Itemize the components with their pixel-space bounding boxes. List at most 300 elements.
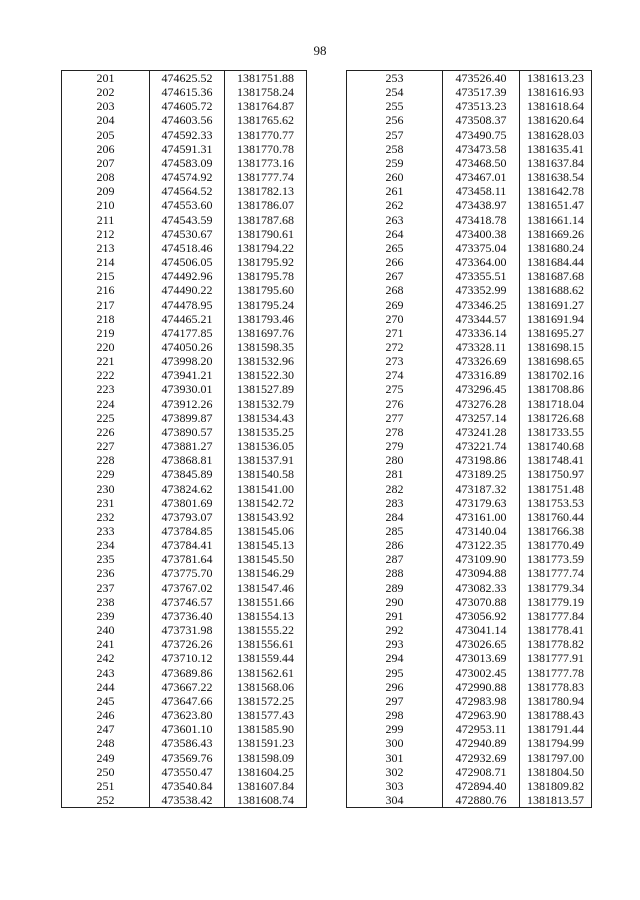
table-row	[62, 651, 307, 665]
x-coordinate-cell: 473526.40	[443, 71, 520, 86]
y-coordinate-cell: 1381562.61	[225, 666, 307, 680]
table-row	[62, 708, 307, 722]
point-number-cell: 299	[347, 722, 443, 736]
point-number-cell: 228	[62, 453, 150, 467]
x-coordinate-cell: 473056.92	[443, 609, 520, 623]
table-row	[347, 779, 592, 793]
x-coordinate-cell: 473179.63	[443, 496, 520, 510]
x-coordinate-cell: 474465.21	[150, 312, 225, 326]
table-row	[347, 708, 592, 722]
table-row	[347, 113, 592, 127]
point-number-cell: 272	[347, 340, 443, 354]
point-number-cell: 258	[347, 142, 443, 156]
y-coordinate-cell: 1381770.78	[225, 142, 307, 156]
point-number-cell: 208	[62, 170, 150, 184]
x-coordinate-cell: 473601.10	[150, 722, 225, 736]
coordinates-table-right	[346, 70, 592, 808]
point-number-cell: 286	[347, 538, 443, 552]
table-row	[347, 298, 592, 312]
point-number-cell: 303	[347, 779, 443, 793]
x-coordinate-cell: 473041.14	[443, 623, 520, 637]
y-coordinate-cell: 1381791.44	[520, 722, 592, 736]
table-row	[347, 722, 592, 736]
table-row	[347, 312, 592, 326]
point-number-cell: 279	[347, 439, 443, 453]
table-row	[62, 552, 307, 566]
y-coordinate-cell: 1381572.25	[225, 694, 307, 708]
y-coordinate-cell: 1381604.25	[225, 765, 307, 779]
table-row	[62, 312, 307, 326]
coordinates-table-left	[61, 70, 307, 808]
table-row	[62, 666, 307, 680]
y-coordinate-cell: 1381733.55	[520, 425, 592, 439]
point-number-cell: 291	[347, 609, 443, 623]
y-coordinate-cell: 1381779.34	[520, 581, 592, 595]
x-coordinate-cell: 473941.21	[150, 368, 225, 382]
table-row	[62, 510, 307, 524]
x-coordinate-cell: 474564.52	[150, 184, 225, 198]
table-row	[347, 156, 592, 170]
x-coordinate-cell: 473418.78	[443, 213, 520, 227]
x-coordinate-cell: 473868.81	[150, 453, 225, 467]
table-row	[347, 397, 592, 411]
table-row	[62, 283, 307, 297]
x-coordinate-cell: 472932.69	[443, 751, 520, 765]
table-row	[347, 269, 592, 283]
table-row	[62, 453, 307, 467]
point-number-cell: 271	[347, 326, 443, 340]
point-number-cell: 281	[347, 467, 443, 481]
table-row	[347, 581, 592, 595]
point-number-cell: 210	[62, 198, 150, 212]
table-row	[62, 340, 307, 354]
x-coordinate-cell: 473082.33	[443, 581, 520, 595]
table-row	[62, 170, 307, 184]
table-row	[347, 736, 592, 750]
x-coordinate-cell: 473296.45	[443, 382, 520, 396]
point-number-cell: 254	[347, 85, 443, 99]
point-number-cell: 295	[347, 666, 443, 680]
point-number-cell: 203	[62, 99, 150, 113]
table-row	[347, 184, 592, 198]
x-coordinate-cell: 474605.72	[150, 99, 225, 113]
y-coordinate-cell: 1381540.58	[225, 467, 307, 481]
point-number-cell: 277	[347, 411, 443, 425]
point-number-cell: 297	[347, 694, 443, 708]
x-coordinate-cell: 473241.28	[443, 425, 520, 439]
y-coordinate-cell: 1381777.78	[520, 666, 592, 680]
table-row	[347, 142, 592, 156]
point-number-cell: 238	[62, 595, 150, 609]
table-row	[347, 538, 592, 552]
page-number: 98	[313, 43, 327, 58]
x-coordinate-cell: 473344.57	[443, 312, 520, 326]
table-row	[62, 779, 307, 793]
table-row	[62, 397, 307, 411]
y-coordinate-cell: 1381777.74	[520, 566, 592, 580]
point-number-cell: 294	[347, 651, 443, 665]
table-row	[347, 496, 592, 510]
y-coordinate-cell: 1381545.50	[225, 552, 307, 566]
table-row	[62, 623, 307, 637]
point-number-cell: 237	[62, 581, 150, 595]
table-row	[347, 340, 592, 354]
table-row	[347, 85, 592, 99]
y-coordinate-cell: 1381765.62	[225, 113, 307, 127]
y-coordinate-cell: 1381790.61	[225, 227, 307, 241]
y-coordinate-cell: 1381777.84	[520, 609, 592, 623]
table-row	[62, 694, 307, 708]
table-row	[62, 425, 307, 439]
x-coordinate-cell: 473375.04	[443, 241, 520, 255]
y-coordinate-cell: 1381545.13	[225, 538, 307, 552]
x-coordinate-cell: 474518.46	[150, 241, 225, 255]
y-coordinate-cell: 1381556.61	[225, 637, 307, 651]
point-number-cell: 212	[62, 227, 150, 241]
point-number-cell: 219	[62, 326, 150, 340]
point-number-cell: 250	[62, 765, 150, 779]
y-coordinate-cell: 1381779.19	[520, 595, 592, 609]
table-row	[347, 241, 592, 255]
x-coordinate-cell: 474603.56	[150, 113, 225, 127]
table-row	[62, 609, 307, 623]
x-coordinate-cell: 472963.90	[443, 708, 520, 722]
x-coordinate-cell: 472990.88	[443, 680, 520, 694]
x-coordinate-cell: 473467.01	[443, 170, 520, 184]
x-coordinate-cell: 473550.47	[150, 765, 225, 779]
y-coordinate-cell: 1381794.99	[520, 736, 592, 750]
x-coordinate-cell: 474492.96	[150, 269, 225, 283]
y-coordinate-cell: 1381620.64	[520, 113, 592, 127]
table-row	[347, 510, 592, 524]
table-row	[62, 595, 307, 609]
y-coordinate-cell: 1381577.43	[225, 708, 307, 722]
table-row	[62, 298, 307, 312]
x-coordinate-cell: 473710.12	[150, 651, 225, 665]
point-number-cell: 287	[347, 552, 443, 566]
point-number-cell: 241	[62, 637, 150, 651]
point-number-cell: 204	[62, 113, 150, 127]
table-row	[347, 128, 592, 142]
table-row	[347, 566, 592, 580]
point-number-cell: 256	[347, 113, 443, 127]
x-coordinate-cell: 473540.84	[150, 779, 225, 793]
y-coordinate-cell: 1381698.15	[520, 340, 592, 354]
x-coordinate-cell: 473801.69	[150, 496, 225, 510]
table-row	[62, 467, 307, 481]
point-number-cell: 300	[347, 736, 443, 750]
table-row	[62, 722, 307, 736]
y-coordinate-cell: 1381786.07	[225, 198, 307, 212]
point-number-cell: 259	[347, 156, 443, 170]
y-coordinate-cell: 1381770.49	[520, 538, 592, 552]
y-coordinate-cell: 1381680.24	[520, 241, 592, 255]
point-number-cell: 224	[62, 397, 150, 411]
y-coordinate-cell: 1381804.50	[520, 765, 592, 779]
point-number-cell: 216	[62, 283, 150, 297]
point-number-cell: 205	[62, 128, 150, 142]
y-coordinate-cell: 1381795.92	[225, 255, 307, 269]
x-coordinate-cell: 472908.71	[443, 765, 520, 779]
table-row	[347, 453, 592, 467]
y-coordinate-cell: 1381780.94	[520, 694, 592, 708]
point-number-cell: 282	[347, 482, 443, 496]
point-number-cell: 285	[347, 524, 443, 538]
table-row	[347, 283, 592, 297]
table-row	[62, 482, 307, 496]
x-coordinate-cell: 474583.09	[150, 156, 225, 170]
y-coordinate-cell: 1381635.41	[520, 142, 592, 156]
y-coordinate-cell: 1381551.66	[225, 595, 307, 609]
table-row	[62, 439, 307, 453]
table-row	[347, 170, 592, 184]
point-number-cell: 296	[347, 680, 443, 694]
y-coordinate-cell: 1381726.68	[520, 411, 592, 425]
y-coordinate-cell: 1381753.53	[520, 496, 592, 510]
table-row	[62, 496, 307, 510]
point-number-cell: 267	[347, 269, 443, 283]
x-coordinate-cell: 474591.31	[150, 142, 225, 156]
y-coordinate-cell: 1381697.76	[225, 326, 307, 340]
y-coordinate-cell: 1381684.44	[520, 255, 592, 269]
y-coordinate-cell: 1381794.22	[225, 241, 307, 255]
x-coordinate-cell: 473161.00	[443, 510, 520, 524]
y-coordinate-cell: 1381598.35	[225, 340, 307, 354]
x-coordinate-cell: 473538.42	[150, 793, 225, 808]
table-row	[347, 439, 592, 453]
table-row	[62, 85, 307, 99]
x-coordinate-cell: 473784.85	[150, 524, 225, 538]
point-number-cell: 270	[347, 312, 443, 326]
point-number-cell: 304	[347, 793, 443, 808]
y-coordinate-cell: 1381708.86	[520, 382, 592, 396]
x-coordinate-cell: 473438.97	[443, 198, 520, 212]
x-coordinate-cell: 473221.74	[443, 439, 520, 453]
x-coordinate-cell: 473346.25	[443, 298, 520, 312]
point-number-cell: 248	[62, 736, 150, 750]
y-coordinate-cell: 1381532.79	[225, 397, 307, 411]
table-row	[347, 765, 592, 779]
x-coordinate-cell: 473569.76	[150, 751, 225, 765]
x-coordinate-cell: 473781.64	[150, 552, 225, 566]
y-coordinate-cell: 1381598.09	[225, 751, 307, 765]
x-coordinate-cell: 473326.69	[443, 354, 520, 368]
table-row	[347, 425, 592, 439]
point-number-cell: 233	[62, 524, 150, 538]
y-coordinate-cell: 1381750.97	[520, 467, 592, 481]
point-number-cell: 255	[347, 99, 443, 113]
x-coordinate-cell: 473140.04	[443, 524, 520, 538]
y-coordinate-cell: 1381669.26	[520, 227, 592, 241]
table-row	[62, 156, 307, 170]
point-number-cell: 247	[62, 722, 150, 736]
point-number-cell: 266	[347, 255, 443, 269]
point-number-cell: 202	[62, 85, 150, 99]
y-coordinate-cell: 1381773.16	[225, 156, 307, 170]
y-coordinate-cell: 1381778.83	[520, 680, 592, 694]
table-row	[347, 751, 592, 765]
y-coordinate-cell: 1381764.87	[225, 99, 307, 113]
y-coordinate-cell: 1381545.06	[225, 524, 307, 538]
x-coordinate-cell: 473899.87	[150, 411, 225, 425]
table-row	[347, 680, 592, 694]
table-row	[62, 113, 307, 127]
x-coordinate-cell: 473490.75	[443, 128, 520, 142]
point-number-cell: 265	[347, 241, 443, 255]
table-row	[62, 326, 307, 340]
point-number-cell: 209	[62, 184, 150, 198]
point-number-cell: 273	[347, 354, 443, 368]
point-number-cell: 230	[62, 482, 150, 496]
y-coordinate-cell: 1381702.16	[520, 368, 592, 382]
y-coordinate-cell: 1381541.00	[225, 482, 307, 496]
x-coordinate-cell: 473824.62	[150, 482, 225, 496]
x-coordinate-cell: 473736.40	[150, 609, 225, 623]
x-coordinate-cell: 474553.60	[150, 198, 225, 212]
y-coordinate-cell: 1381777.91	[520, 651, 592, 665]
table-row	[62, 198, 307, 212]
x-coordinate-cell: 473352.99	[443, 283, 520, 297]
point-number-cell: 231	[62, 496, 150, 510]
y-coordinate-cell: 1381793.46	[225, 312, 307, 326]
table-row	[62, 581, 307, 595]
table-row	[62, 637, 307, 651]
x-coordinate-cell: 472940.89	[443, 736, 520, 750]
y-coordinate-cell: 1381547.46	[225, 581, 307, 595]
point-number-cell: 217	[62, 298, 150, 312]
table-row	[62, 736, 307, 750]
y-coordinate-cell: 1381770.77	[225, 128, 307, 142]
table-row	[62, 793, 307, 808]
x-coordinate-cell: 473468.50	[443, 156, 520, 170]
point-number-cell: 206	[62, 142, 150, 156]
table-row	[347, 552, 592, 566]
x-coordinate-cell: 473586.43	[150, 736, 225, 750]
y-coordinate-cell: 1381532.96	[225, 354, 307, 368]
x-coordinate-cell: 472983.98	[443, 694, 520, 708]
y-coordinate-cell: 1381787.68	[225, 213, 307, 227]
x-coordinate-cell: 473355.51	[443, 269, 520, 283]
y-coordinate-cell: 1381788.43	[520, 708, 592, 722]
table-row	[62, 765, 307, 779]
point-number-cell: 280	[347, 453, 443, 467]
point-number-cell: 226	[62, 425, 150, 439]
point-number-cell: 263	[347, 213, 443, 227]
y-coordinate-cell: 1381778.41	[520, 623, 592, 637]
point-number-cell: 252	[62, 793, 150, 808]
x-coordinate-cell: 473458.11	[443, 184, 520, 198]
point-number-cell: 235	[62, 552, 150, 566]
x-coordinate-cell: 473187.32	[443, 482, 520, 496]
point-number-cell: 260	[347, 170, 443, 184]
point-number-cell: 301	[347, 751, 443, 765]
y-coordinate-cell: 1381607.84	[225, 779, 307, 793]
y-coordinate-cell: 1381688.62	[520, 283, 592, 297]
point-number-cell: 223	[62, 382, 150, 396]
point-number-cell: 284	[347, 510, 443, 524]
x-coordinate-cell: 474490.22	[150, 283, 225, 297]
point-number-cell: 244	[62, 680, 150, 694]
point-number-cell: 220	[62, 340, 150, 354]
table-row	[62, 142, 307, 156]
x-coordinate-cell: 473784.41	[150, 538, 225, 552]
point-number-cell: 245	[62, 694, 150, 708]
x-coordinate-cell: 473513.23	[443, 99, 520, 113]
y-coordinate-cell: 1381642.78	[520, 184, 592, 198]
table-row	[62, 213, 307, 227]
x-coordinate-cell: 473930.01	[150, 382, 225, 396]
x-coordinate-cell: 472953.11	[443, 722, 520, 736]
x-coordinate-cell: 473912.26	[150, 397, 225, 411]
y-coordinate-cell: 1381813.57	[520, 793, 592, 808]
y-coordinate-cell: 1381809.82	[520, 779, 592, 793]
table-row	[62, 368, 307, 382]
x-coordinate-cell: 473198.86	[443, 453, 520, 467]
point-number-cell: 261	[347, 184, 443, 198]
table-row	[62, 184, 307, 198]
table-row	[347, 354, 592, 368]
table-row	[347, 382, 592, 396]
table-row	[347, 71, 592, 86]
table-row	[62, 566, 307, 580]
table-row	[62, 524, 307, 538]
x-coordinate-cell: 473998.20	[150, 354, 225, 368]
point-number-cell: 225	[62, 411, 150, 425]
y-coordinate-cell: 1381766.38	[520, 524, 592, 538]
x-coordinate-cell: 473726.26	[150, 637, 225, 651]
y-coordinate-cell: 1381760.44	[520, 510, 592, 524]
y-coordinate-cell: 1381748.41	[520, 453, 592, 467]
y-coordinate-cell: 1381661.14	[520, 213, 592, 227]
x-coordinate-cell: 474625.52	[150, 71, 225, 86]
x-coordinate-cell: 473689.86	[150, 666, 225, 680]
x-coordinate-cell: 473793.07	[150, 510, 225, 524]
table-row	[347, 609, 592, 623]
table-row	[347, 368, 592, 382]
table-row	[347, 411, 592, 425]
point-number-cell: 215	[62, 269, 150, 283]
x-coordinate-cell: 473336.14	[443, 326, 520, 340]
y-coordinate-cell: 1381542.72	[225, 496, 307, 510]
x-coordinate-cell: 473400.38	[443, 227, 520, 241]
table-row	[62, 227, 307, 241]
table-row	[347, 213, 592, 227]
y-coordinate-cell: 1381536.05	[225, 439, 307, 453]
point-number-cell: 227	[62, 439, 150, 453]
table-row	[347, 637, 592, 651]
point-number-cell: 290	[347, 595, 443, 609]
y-coordinate-cell: 1381559.44	[225, 651, 307, 665]
y-coordinate-cell: 1381591.23	[225, 736, 307, 750]
table-row	[62, 269, 307, 283]
table-row	[62, 71, 307, 86]
table-row	[347, 99, 592, 113]
x-coordinate-cell: 473316.89	[443, 368, 520, 382]
point-number-cell: 213	[62, 241, 150, 255]
table-row	[347, 255, 592, 269]
y-coordinate-cell: 1381758.24	[225, 85, 307, 99]
x-coordinate-cell: 473257.14	[443, 411, 520, 425]
point-number-cell: 257	[347, 128, 443, 142]
point-number-cell: 251	[62, 779, 150, 793]
table-row	[62, 751, 307, 765]
y-coordinate-cell: 1381618.64	[520, 99, 592, 113]
y-coordinate-cell: 1381534.43	[225, 411, 307, 425]
x-coordinate-cell: 473767.02	[150, 581, 225, 595]
x-coordinate-cell: 474050.26	[150, 340, 225, 354]
x-coordinate-cell: 473026.65	[443, 637, 520, 651]
point-number-cell: 274	[347, 368, 443, 382]
